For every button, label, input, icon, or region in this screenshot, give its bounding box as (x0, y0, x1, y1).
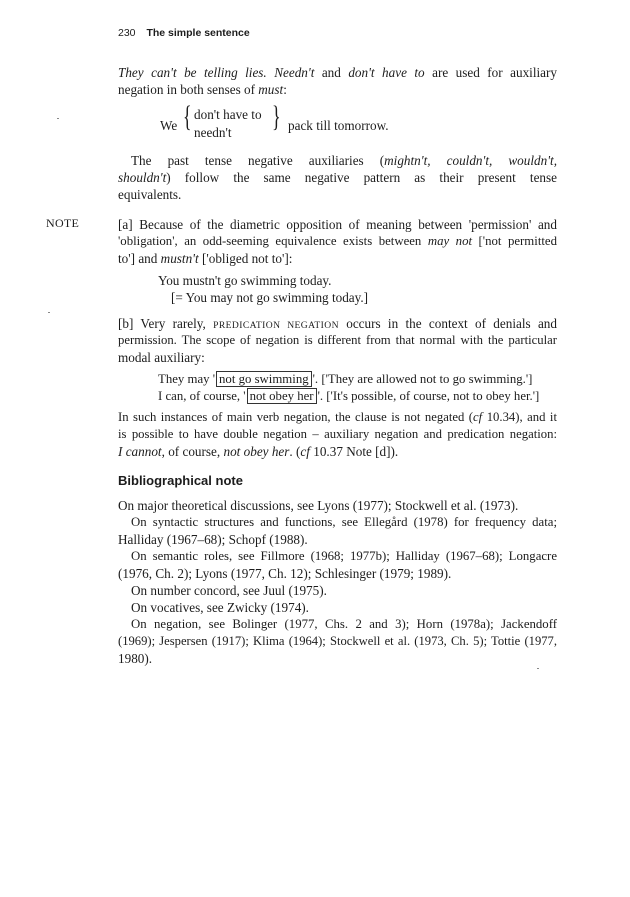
term: cf (300, 444, 310, 459)
text: negation in both senses of (118, 82, 259, 97)
scan-mark (57, 118, 59, 119)
text: 10.37 Note [d]). (309, 444, 399, 459)
note-b-line2: permission. The scope of negation is different from that normal with the particular (118, 333, 557, 347)
example-rest: pack till tomorrow. (288, 118, 389, 133)
example-sentence: They can't be telling lies. (118, 65, 267, 80)
para2-line1 (131, 152, 557, 169)
note-a-line1: [a] Because of the diametric opposition of meaning between 'permission' and (118, 217, 557, 232)
left-brace: { (183, 100, 192, 133)
note-b-example1 (158, 371, 532, 388)
boxed-phrase: not go swimming (216, 371, 312, 387)
note-c-line3 (118, 443, 557, 460)
example-option-2: needn't (194, 125, 232, 140)
term: not obey her (223, 444, 290, 459)
text: The past tense negative auxiliaries ( (131, 153, 385, 168)
text: '. ['It's possible, of course, not to obey her.'] (317, 389, 540, 403)
scan-mark (537, 668, 539, 669)
term: may not (427, 234, 473, 248)
term: cf (473, 410, 483, 424)
section-heading: Bibliographical note (118, 473, 243, 488)
term-must: must (258, 82, 284, 97)
term-neednt: Needn't (274, 65, 315, 80)
note-a-line2 (118, 233, 557, 250)
text: 10.34), and it (482, 410, 557, 424)
text: They may ' (158, 372, 216, 386)
biblio-line2: On syntactic structures and functions, see Ellegård (1978) for frequency data; (131, 515, 557, 529)
text: . ( (289, 444, 301, 459)
term-dont-have-to: don't have to (348, 65, 425, 80)
note-label: NOTE (46, 216, 80, 230)
para2-line3: equivalents. (118, 187, 182, 202)
note-b-line3: modal auxiliary: (118, 350, 205, 365)
note-a-example2: [= You may not go swimming today.] (171, 290, 369, 305)
biblio-line4: On semantic roles, see Fillmore (1968; 1977b); Halliday (1967–68); Longacre (131, 549, 557, 563)
biblio-line6: On number concord, see Juul (1975). (131, 583, 327, 598)
text: In such instances of main verb negation, the clause is not negated ( (118, 410, 474, 424)
boxed-phrase: not obey her (247, 388, 317, 404)
term: mustn't (160, 251, 199, 266)
page-header (118, 27, 250, 39)
example-option-1: don't have to (194, 107, 262, 122)
biblio-line7: On vocatives, see Zwicky (1974). (131, 600, 309, 615)
term: shouldn't (118, 170, 167, 185)
text: are used for auxiliary (424, 65, 557, 80)
biblio-line5: (1976, Ch. 2); Lyons (1977, Ch. 12); Schlesinger (1979; 1989). (118, 566, 452, 581)
para1-line2 (118, 81, 557, 98)
right-brace: } (272, 100, 281, 133)
small-caps-term: PREDICATION NEGATION (213, 320, 339, 331)
text: occurs in the context of denials and (338, 316, 557, 331)
text: ) follow the same negative pattern as their present tense (166, 170, 557, 185)
term: mightn't, (384, 153, 431, 168)
text: ['not permitted (472, 234, 558, 248)
text: I can, of course, ' (158, 389, 246, 403)
text: ['obliged not to']: (198, 251, 293, 266)
term: wouldn't, (508, 153, 557, 168)
note-c-line1 (118, 409, 557, 426)
text: : (283, 82, 287, 97)
note-a-example1: You mustn't go swimming today. (158, 273, 332, 288)
page-number: 230 (118, 27, 136, 39)
note-c-line2: is possible to have double negation – auxiliary negation and predication negation: (118, 427, 557, 441)
note-b-example2 (158, 388, 539, 405)
text: [b] Very rarely, (118, 316, 214, 331)
biblio-line8: On negation, see Bolinger (1977, Chs. 2 and 3); Horn (1978a); Jackendoff (131, 617, 557, 631)
running-title: The simple sentence (146, 27, 250, 39)
term: I cannot (118, 444, 162, 459)
term: couldn't, (446, 153, 493, 168)
para1-line1 (118, 64, 557, 81)
text: to'] and (118, 251, 161, 266)
text: 'obligation', an odd-seeming equivalence exists between (118, 234, 428, 248)
scan-mark (48, 312, 50, 313)
biblio-line10: 1980). (118, 651, 153, 666)
text: , of course, (161, 444, 224, 459)
example-subject: We (160, 118, 178, 133)
biblio-line9: (1969); Jespersen (1917); Klima (1964); Stockwell et al. (1973, Ch. 5); Tottie (1977, (118, 634, 557, 648)
biblio-line1: On major theoretical discussions, see Lyons (1977); Stockwell et al. (1973). (118, 498, 519, 513)
text: '. ['They are allowed not to go swimming.'] (312, 372, 533, 386)
note-a-line3 (118, 250, 557, 267)
text: and (314, 65, 349, 80)
para2-line2 (118, 169, 557, 186)
biblio-line3: Halliday (1967–68); Schopf (1988). (118, 532, 308, 547)
